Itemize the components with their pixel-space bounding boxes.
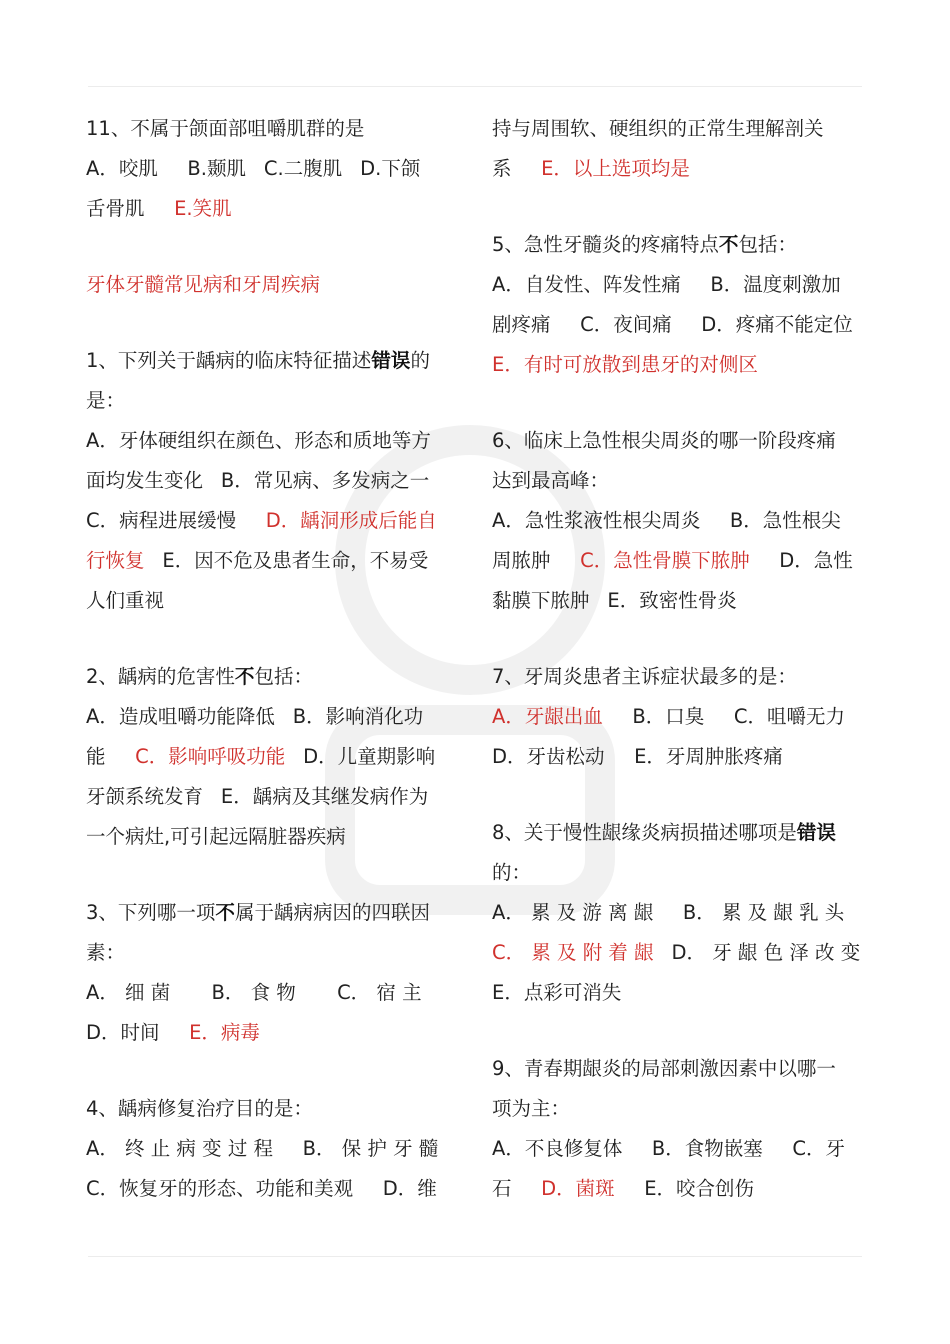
options-line: [492, 893, 864, 933]
option-e: E．因不危及患者生命，不易受: [162, 549, 429, 572]
question-title-cont: 项为主：: [492, 1097, 571, 1120]
question-8: [492, 813, 864, 1013]
question-title: 6、临床上急性根尖周炎的哪一阶段疼痛: [492, 429, 836, 452]
option-e: E．牙周肿胀疼痛: [634, 745, 783, 768]
option-e: E．致密性骨炎: [607, 589, 737, 612]
question-title: 5、急性牙髓炎的疼痛特点不包括：: [492, 233, 797, 256]
answer-option-d: D．龋洞形成后能自: [265, 509, 437, 532]
question-1: [86, 341, 458, 621]
question-title: 8、关于慢性龈缘炎病损描述哪项是错误: [492, 821, 836, 844]
question-title-cont: 是：: [86, 389, 126, 412]
option-b: B． 累 及 龈 乳 头: [682, 901, 845, 924]
option-a: A．牙体硬组织在颜色、形态和质地等方: [86, 429, 431, 452]
question-9: [492, 1049, 864, 1209]
question-6: [492, 421, 864, 621]
question-7: [492, 657, 864, 777]
option-b: B．常见病、多发病之一: [220, 469, 430, 492]
left-column: [86, 109, 458, 1209]
section-heading: 牙体牙髓常见病和牙周疾病: [86, 273, 321, 296]
option-c: C． 宿 主: [337, 981, 422, 1004]
option-d-cont: 舌骨肌: [86, 197, 145, 220]
option-c: C.二腹肌: [263, 157, 343, 180]
option-b: B．影响消化功: [292, 705, 424, 728]
option-d: D．疼痛不能定位: [701, 313, 853, 336]
question-2: [86, 657, 458, 857]
option-b: B． 食 物: [211, 981, 296, 1004]
option-d: D．时间: [86, 1021, 160, 1044]
option-b: B． 保 护 牙 髓: [302, 1137, 439, 1160]
option-d: D．牙齿松动: [492, 745, 605, 768]
options-line: [492, 265, 864, 305]
option-e: E．点彩可消失: [492, 981, 622, 1004]
option-c: C．夜间痛: [580, 313, 672, 336]
question-title: 1、下列关于龋病的临床特征描述错误的: [86, 349, 430, 372]
options-line: [492, 581, 864, 621]
option-b-cont: 周脓肿: [492, 549, 551, 572]
option-e-cont: 人们重视: [86, 589, 165, 612]
question-5: [492, 225, 864, 385]
answer-option-e: E.笑肌: [174, 197, 232, 220]
option-b: B．口臭: [632, 705, 705, 728]
answer-option-c: C． 累 及 附 着 龈: [492, 941, 654, 964]
option-d-cont: 黏膜下脓肿: [492, 589, 590, 612]
answer-option-c: C．影响呼吸功能: [135, 745, 286, 768]
option-d-end: 系: [492, 157, 512, 180]
question-3: [86, 893, 458, 1053]
answer-option-d-cont: 行恢复: [86, 549, 145, 572]
options-line: [86, 461, 458, 501]
options-line: [86, 737, 458, 777]
options-line: [86, 149, 458, 189]
options-line: [86, 501, 458, 541]
answer-option-e: E．有时可放散到患牙的对侧区: [492, 353, 758, 376]
options-line: [86, 1169, 458, 1209]
options-line: [492, 1129, 864, 1169]
right-column: [492, 109, 864, 1209]
option-d: D．维: [382, 1177, 437, 1200]
options-line: [492, 149, 864, 189]
options-line: [86, 973, 458, 1013]
option-b: B．温度刺激加: [710, 273, 841, 296]
option-d: D.下颌: [360, 157, 421, 180]
option-d-cont: 牙颌系统发育: [86, 785, 204, 808]
option-d: D．急性: [779, 549, 853, 572]
option-b: B．急性根尖: [729, 509, 841, 532]
option-a: A． 终 止 病 变 过 程: [86, 1137, 274, 1160]
option-a-cont: 面均发生变化: [86, 469, 204, 492]
options-line: [492, 541, 864, 581]
answer-option-e: E．病毒: [189, 1021, 260, 1044]
question-title: 7、牙周炎患者主诉症状最多的是：: [492, 665, 797, 688]
options-line: [492, 1169, 864, 1209]
options-line: [86, 697, 458, 737]
options-line: [86, 1013, 458, 1053]
question-title-cont: 达到最高峰：: [492, 469, 610, 492]
option-a: A．急性浆液性根尖周炎: [492, 509, 701, 532]
option-e-cont: 一个病灶,可引起远隔脏器疾病: [86, 825, 346, 848]
answer-option-a: A．牙龈出血: [492, 705, 603, 728]
option-a: A．不良修复体: [492, 1137, 623, 1160]
option-c: C．病程进展缓慢: [86, 509, 237, 532]
question-11: [86, 109, 458, 229]
question-title: 4、龋病修复治疗目的是：: [86, 1097, 313, 1120]
options-line: [86, 541, 458, 581]
top-rule: [88, 86, 862, 87]
option-a: A．造成咀嚼功能降低: [86, 705, 275, 728]
question-title-cont: 的：: [492, 861, 532, 884]
option-d: D． 牙 龈 色 泽 改 变: [671, 941, 861, 964]
option-e: E．龋病及其继发病作为: [220, 785, 429, 808]
option-d-cont: 持与周围软、硬组织的正常生理解剖关: [492, 117, 824, 140]
option-a: A．咬肌: [86, 157, 158, 180]
question-title: 3、下列哪一项不属于龋病病因的四联因: [86, 901, 430, 924]
options-line: [492, 737, 864, 777]
options-line: [86, 777, 458, 817]
options-line: [492, 305, 864, 345]
question-4: [86, 1089, 458, 1209]
question-4-cont: [492, 109, 864, 189]
option-b: B.颞肌: [187, 157, 246, 180]
option-d: D．儿童期影响: [303, 745, 436, 768]
options-line: [86, 189, 458, 229]
option-a: A． 累 及 游 离 龈: [492, 901, 654, 924]
options-line: [492, 501, 864, 541]
question-title: 11、不属于颌面部咀嚼肌群的是: [86, 117, 365, 140]
question-title: 2、龋病的危害性不包括：: [86, 665, 313, 688]
option-c: C．咀嚼无力: [733, 705, 846, 728]
option-c: C．恢复牙的形态、功能和美观: [86, 1177, 354, 1200]
answer-option-d: D．菌斑: [541, 1177, 615, 1200]
option-b-cont: 能: [86, 745, 106, 768]
option-b-cont: 剧疼痛: [492, 313, 551, 336]
option-a: A． 细 菌: [86, 981, 171, 1004]
question-title: 9、青春期龈炎的局部刺激因素中以哪一: [492, 1057, 836, 1080]
option-c-cont: 石: [492, 1177, 512, 1200]
options-line: [492, 933, 864, 973]
options-line: [86, 1129, 458, 1169]
option-a: A．自发性、阵发性痛: [492, 273, 681, 296]
answer-option-e: E．以上选项均是: [541, 157, 690, 180]
option-b: B．食物嵌塞: [651, 1137, 763, 1160]
bottom-rule: [88, 1256, 862, 1257]
option-e: E．咬合创伤: [644, 1177, 755, 1200]
question-title-cont: 素：: [86, 941, 126, 964]
options-line: [492, 697, 864, 737]
answer-option-c: C．急性骨膜下脓肿: [580, 549, 750, 572]
option-c: C．牙: [792, 1137, 846, 1160]
